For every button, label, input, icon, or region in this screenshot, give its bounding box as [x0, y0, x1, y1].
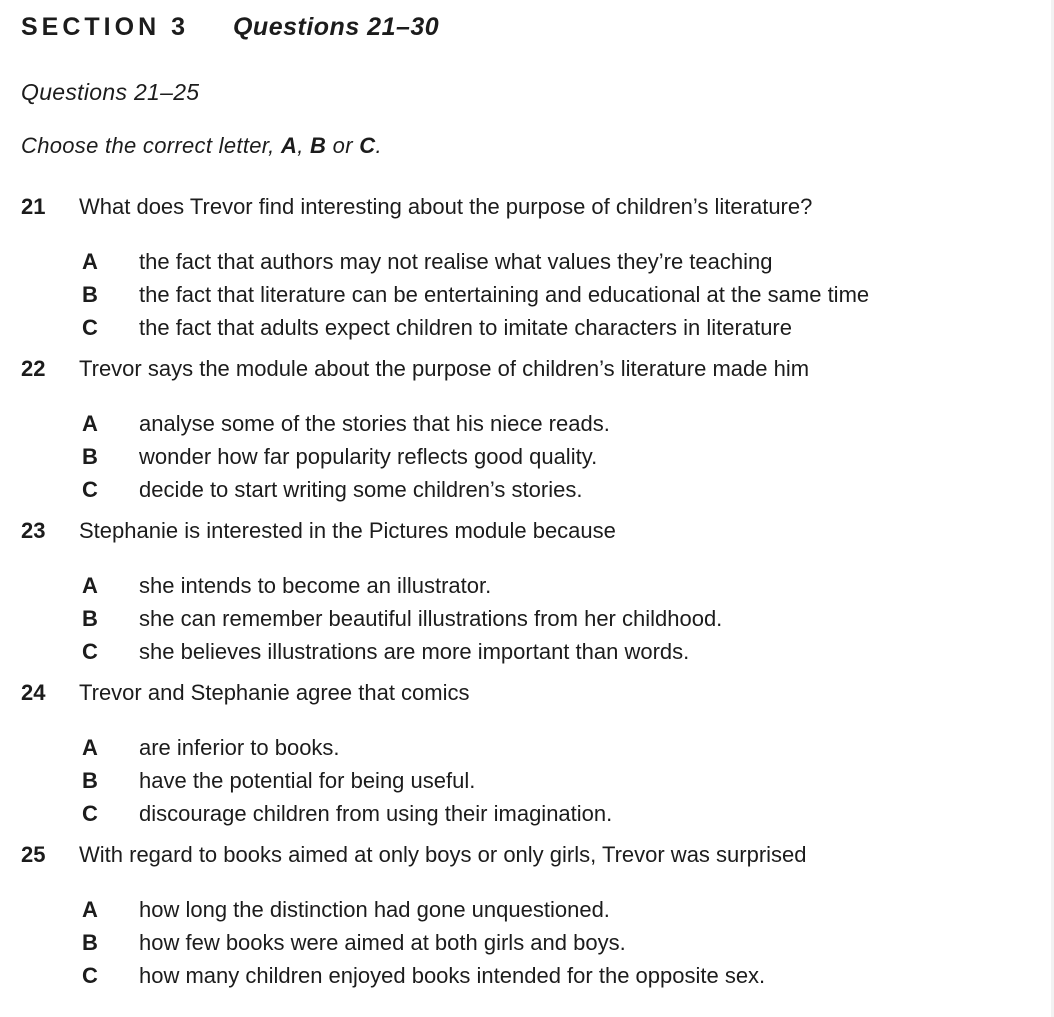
- instruction-suffix: .: [375, 133, 382, 158]
- option-text: how few books were aimed at both girls and boys.: [139, 930, 626, 955]
- option-text: discourage children from using their imagination.: [139, 801, 613, 826]
- question-stem: [21, 679, 1030, 707]
- option-text: she believes illustrations are more important than words.: [139, 639, 690, 664]
- option-row: [82, 473, 1030, 506]
- option-letter: B: [82, 930, 98, 955]
- option-text: have the potential for being useful.: [139, 768, 476, 793]
- section-title: SECTION 3: [21, 13, 189, 41]
- question-block-24: [21, 679, 1030, 830]
- instruction-letter-b: B: [310, 133, 327, 158]
- question-text: Trevor and Stephanie agree that comics: [79, 680, 470, 705]
- question-stem: [21, 355, 1030, 383]
- options-list: [82, 731, 1030, 830]
- option-row: [82, 407, 1030, 440]
- option-row: [82, 602, 1030, 635]
- instruction-line: [21, 132, 1030, 160]
- option-text: she intends to become an illustrator.: [139, 573, 492, 598]
- option-letter: B: [82, 282, 98, 307]
- option-text: are inferior to books.: [139, 735, 340, 760]
- option-row: [82, 440, 1030, 473]
- question-number: 22: [21, 356, 46, 381]
- question-number: 25: [21, 842, 46, 867]
- option-letter: C: [82, 477, 98, 502]
- option-row: [82, 731, 1030, 764]
- options-list: [82, 569, 1030, 668]
- instruction-letter-c: C: [359, 133, 376, 158]
- option-row: [82, 569, 1030, 602]
- question-text: With regard to books aimed at only boys or only girls, Trevor was surprised: [79, 842, 807, 867]
- option-letter: A: [82, 573, 98, 598]
- instruction-sep-bc: or: [326, 133, 360, 158]
- question-text: Trevor says the module about the purpose of children’s literature made him: [79, 356, 810, 381]
- option-row: [82, 635, 1030, 668]
- option-letter: C: [82, 963, 98, 988]
- option-row: [82, 926, 1030, 959]
- question-block-23: [21, 517, 1030, 668]
- option-row: [82, 797, 1030, 830]
- section-header: [21, 13, 1030, 41]
- option-text: the fact that authors may not realise what values they’re teaching: [139, 249, 773, 274]
- question-block-22: [21, 355, 1030, 506]
- option-letter: B: [82, 444, 98, 469]
- option-letter: C: [82, 315, 98, 340]
- options-list: [82, 893, 1030, 992]
- option-row: [82, 278, 1030, 311]
- question-block-25: [21, 841, 1030, 992]
- option-letter: B: [82, 768, 98, 793]
- option-text: analyse some of the stories that his niece reads.: [139, 411, 610, 436]
- option-row: [82, 245, 1030, 278]
- question-text: What does Trevor find interesting about the purpose of children’s literature?: [79, 194, 813, 219]
- instruction-letter-a: A: [281, 133, 298, 158]
- option-text: the fact that adults expect children to imitate characters in literature: [139, 315, 792, 340]
- option-row: [82, 764, 1030, 797]
- question-text: Stephanie is interested in the Pictures module because: [79, 518, 616, 543]
- option-letter: A: [82, 897, 98, 922]
- option-letter: A: [82, 735, 98, 760]
- questions-list: [21, 193, 1030, 992]
- subsection-title: Questions 21–25: [21, 79, 200, 105]
- question-stem: [21, 841, 1030, 869]
- option-letter: C: [82, 801, 98, 826]
- option-text: the fact that literature can be entertaining and educational at the same time: [139, 282, 870, 307]
- option-text: how many children enjoyed books intended for the opposite sex.: [139, 963, 766, 988]
- instruction-sep-ab: ,: [297, 133, 311, 158]
- option-letter: B: [82, 606, 98, 631]
- question-number: 23: [21, 518, 46, 543]
- option-letter: A: [82, 411, 98, 436]
- question-number: 21: [21, 194, 46, 219]
- question-stem: [21, 517, 1030, 545]
- options-list: [82, 245, 1030, 344]
- option-row: [82, 311, 1030, 344]
- question-number: 24: [21, 680, 46, 705]
- question-stem: [21, 193, 1030, 221]
- question-block-21: [21, 193, 1030, 344]
- instruction-prefix: Choose the correct letter,: [21, 133, 282, 158]
- options-list: [82, 407, 1030, 506]
- option-row: [82, 959, 1030, 992]
- option-text: decide to start writing some children’s stories.: [139, 477, 583, 502]
- option-text: wonder how far popularity reflects good quality.: [139, 444, 598, 469]
- option-row: [82, 893, 1030, 926]
- option-text: she can remember beautiful illustrations from her childhood.: [139, 606, 723, 631]
- option-letter: A: [82, 249, 98, 274]
- option-text: how long the distinction had gone unquestioned.: [139, 897, 610, 922]
- section-question-range: Questions 21–30: [232, 13, 440, 41]
- option-letter: C: [82, 639, 98, 664]
